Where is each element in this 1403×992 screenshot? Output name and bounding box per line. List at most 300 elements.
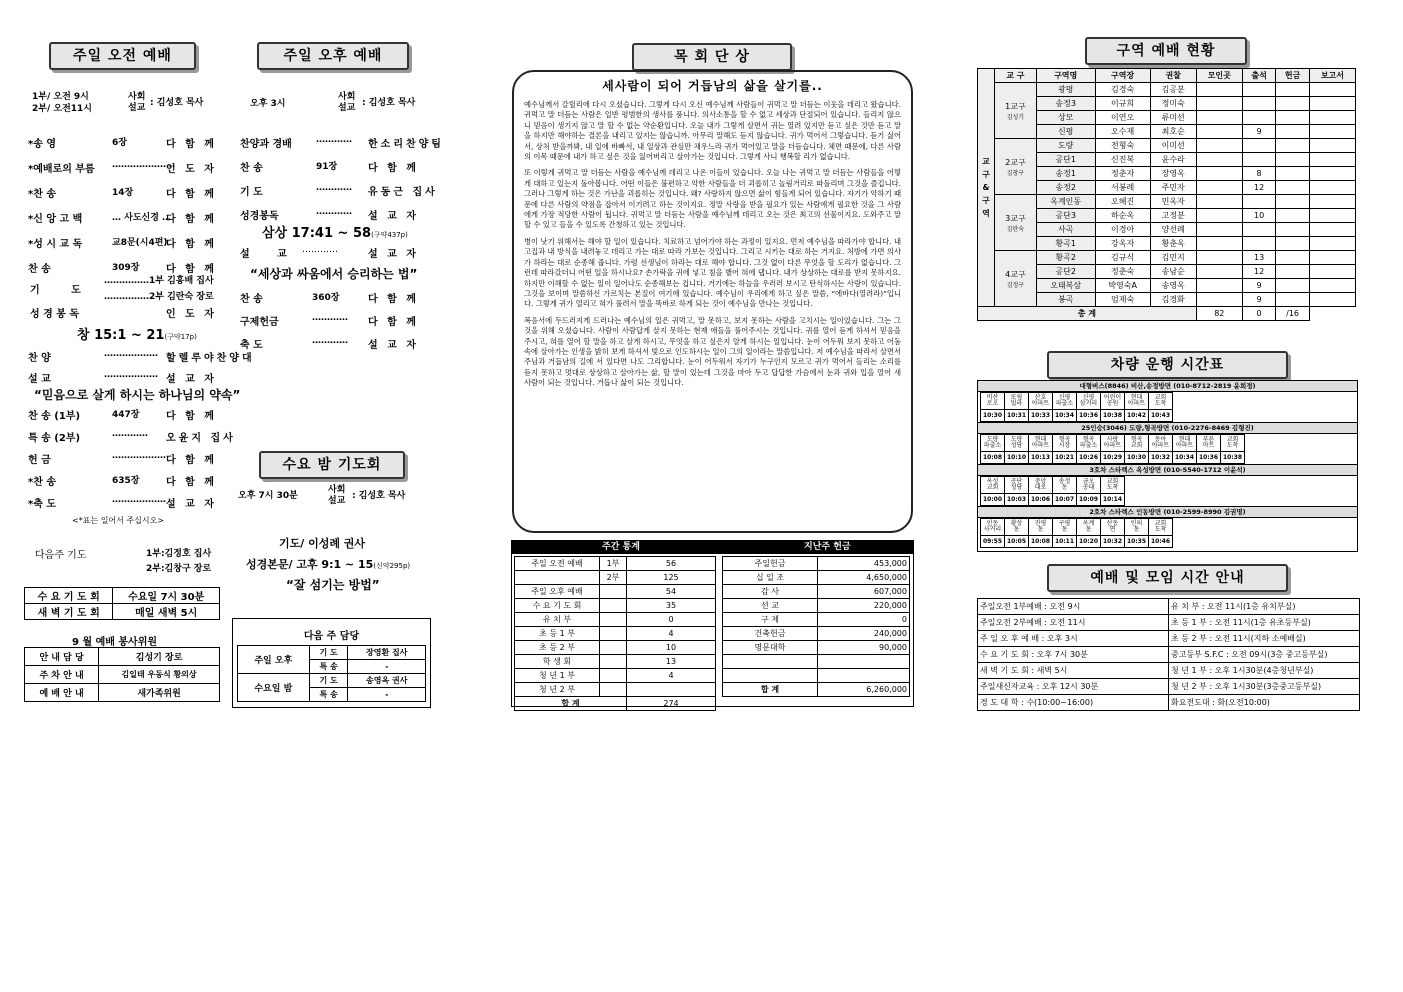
order-performer: 다 함 께 xyxy=(166,139,217,150)
district-cell: 오태복삼 xyxy=(1036,279,1095,293)
stats-label: 주일 오후 예배 xyxy=(515,585,600,599)
stats-value xyxy=(627,683,716,697)
offering-value: 4,650,000 xyxy=(818,571,910,585)
vehicle-stop: 형곡 시장 xyxy=(1053,435,1077,452)
vehicle-route-name: 2호차 스타렉스 인동방면 (010-2599-8990 김권명) xyxy=(978,506,1357,518)
column-paragraph: 예수님께서 갈릴리에 다시 오셨습니다. 그렇게 다시 오신 예수님께 사람들이 귀먹고 말 더듬는 이웃을 데리고 왔습니다. 귀먹고 말 더듬는 사람은 일반 평범한의 생사를 품니다. 의사소통을 할 수 없고 세상과 단절되어 있습니다. 들리지 않으니 믿음이 생기지 않고 말 할 수 없는 약순환입니다. 오늘 내가 그렇게 살면서 귀는 열려 있지만 듣고 싶은 것만 듣고 말을 하지만 해야하는 결론을 내리고 있지는 않습니까. 아무리 말해도 듣지 않습니다. 귀가 먹어서 그렇습니다. 듣기 싫어서, 상처 받을까봐, 내 일에 바빠서, 내 일상과 관심만 채우느라 귀가 먹어있고 말을 더듬습니다. 체면 때문에, 다른 사람의 이목 때문에 내가 하고 싶은 것을 잃어버리고 살아가는 것입니다. 그렇게 사니 행복할 리가 없습니다. xyxy=(524,100,901,162)
offering-value: 220,000 xyxy=(818,599,910,613)
vehicle-time: 10:08 xyxy=(981,452,1005,464)
vehicle-route-name: 대형버스(8846) 비산,송정방면 (010-8712-2819 윤희정) xyxy=(978,381,1357,392)
vehicle-stop: 교회 도착 xyxy=(1149,519,1173,536)
district-table xyxy=(977,68,1356,321)
next-week-title: 다음 주 담당 xyxy=(303,631,360,642)
next-week-role: 기 도 xyxy=(309,674,348,688)
table-row xyxy=(981,410,1173,422)
order-label: 찬 송 xyxy=(240,294,263,305)
district-cell xyxy=(1196,167,1242,181)
order-performer: 인 도 자 xyxy=(166,164,217,175)
order-performer: 다 함 께 xyxy=(166,455,217,466)
district-cell xyxy=(1309,209,1355,223)
district-cell xyxy=(1196,279,1242,293)
vehicle-time: 10:26 xyxy=(1077,452,1101,464)
district-cell: 황춘옥 xyxy=(1150,237,1196,251)
vehicle-stop: 옥계 동 xyxy=(1077,519,1101,536)
order-detail: ………… xyxy=(312,336,348,346)
vehicle-stop: 황상 동 xyxy=(1005,519,1029,536)
order-detail: ………… xyxy=(316,183,352,193)
district-cell: 이연오 xyxy=(1095,111,1150,125)
table-row xyxy=(978,647,1360,663)
wednesday-service-title: 수요 밤 기도회 xyxy=(259,451,405,479)
district-cell: 강옥자 xyxy=(1095,237,1150,251)
vehicle-stop: 형곡 파출소 xyxy=(1077,435,1101,452)
district-cell: 봉곡 xyxy=(1036,293,1095,307)
district-cell xyxy=(1276,111,1309,125)
servant-role: 주 차 안 내 xyxy=(25,666,99,684)
schedule-table xyxy=(977,598,1360,711)
stats-label: 주일 오전 예배 xyxy=(515,557,600,571)
column-title: 목 회 단 상 xyxy=(632,43,792,71)
district-cell xyxy=(1276,293,1309,307)
morning-service-title: 주일 오전 예배 xyxy=(49,42,196,70)
table-row xyxy=(238,674,426,688)
district-cell: 황곡1 xyxy=(1036,237,1095,251)
afternoon-preach-label: 설 교 xyxy=(240,249,299,260)
district-cell: 8 xyxy=(1242,167,1275,181)
stats-label xyxy=(515,571,600,585)
schedule-cell: 화요전도대 : 화(오전10:00) xyxy=(1169,695,1360,711)
afternoon-scripture-ref xyxy=(262,222,408,241)
vehicle-time: 10:20 xyxy=(1077,536,1101,548)
vehicle-time: 10:09 xyxy=(1077,494,1101,506)
district-total: /16 xyxy=(1276,307,1309,321)
servant-role: 안 내 담 당 xyxy=(25,648,99,666)
district-cell: 윤수라 xyxy=(1150,153,1196,167)
district-group xyxy=(995,251,1037,307)
district-cell: 신진복 xyxy=(1095,153,1150,167)
group-leader: 김창구 xyxy=(1006,169,1025,177)
stats-value: 56 xyxy=(627,557,716,571)
order-performer: 다 함 께 xyxy=(368,163,419,174)
afternoon-preach-dots: ………… xyxy=(302,245,338,255)
schedule-cell: 경 도 대 학 : 수(10:00~16:00) xyxy=(978,695,1169,711)
vehicle-stop: 교회 도착 xyxy=(1221,435,1245,452)
district-cell: 신평 xyxy=(1036,125,1095,139)
table-row xyxy=(723,585,910,599)
district-cell xyxy=(1276,223,1309,237)
order-detail: ……………… xyxy=(112,451,166,461)
order-label: 찬양과 경배 xyxy=(240,139,292,150)
weekly-stats-title: 주간 통계 xyxy=(602,542,640,552)
side-char: 구 xyxy=(982,170,990,179)
order-detail: ……………… xyxy=(104,349,158,359)
district-cell xyxy=(1242,237,1275,251)
table-row xyxy=(978,251,1356,265)
district-cell: 송남순 xyxy=(1150,265,1196,279)
stats-label: 수 요 기 도 회 xyxy=(515,599,600,613)
meeting-time: 수요일 7시 30분 xyxy=(113,588,220,604)
schedule-cell: 초 등 2 부 : 오전 11시(지하 소예배실) xyxy=(1169,631,1360,647)
next-week-role: 특 송 xyxy=(309,660,348,674)
district-cell: 송정2 xyxy=(1036,181,1095,195)
afternoon-officiant: : 김성호 목사 xyxy=(362,98,416,108)
order-detail: 교8문(시4편) xyxy=(112,238,168,248)
vehicle-stop: 교회 도착 xyxy=(1149,393,1173,410)
next-week-box xyxy=(232,618,431,708)
district-cell xyxy=(1196,83,1242,97)
vehicle-time: 10:29 xyxy=(1101,452,1125,464)
offering-table xyxy=(722,556,910,697)
district-cell: 도량 xyxy=(1036,139,1095,153)
next-week-table xyxy=(237,645,426,702)
vehicle-title: 차량 운행 시간표 xyxy=(1047,351,1288,379)
table-row xyxy=(515,697,716,711)
vehicle-route-table xyxy=(980,476,1125,506)
vehicle-time: 10:31 xyxy=(1005,410,1029,422)
vehicle-route-table xyxy=(980,518,1173,548)
table-row xyxy=(978,599,1360,615)
district-cell xyxy=(1309,111,1355,125)
table-row xyxy=(978,615,1360,631)
table-row xyxy=(978,139,1356,153)
district-cell xyxy=(1276,237,1309,251)
vehicle-time: 10:35 xyxy=(1125,536,1149,548)
district-cell: 정춘자 xyxy=(1095,167,1150,181)
stats-sub xyxy=(600,669,627,683)
table-row xyxy=(515,627,716,641)
order-detail: ………………… xyxy=(112,160,175,170)
stats-value: 4 xyxy=(627,669,716,683)
district-total: 82 xyxy=(1196,307,1242,321)
order-performer: 다 함 께 xyxy=(166,264,217,275)
vehicle-stop: 산동 면 xyxy=(1101,519,1125,536)
afternoon-scripture-ref-text: 삼상 17:41 ~ 58 xyxy=(262,226,372,241)
district-cell: 전형숙 xyxy=(1095,139,1150,153)
vehicle-time: 10:11 xyxy=(1053,536,1077,548)
district-cell xyxy=(1196,111,1242,125)
order-performer: 다 함 께 xyxy=(368,294,419,305)
stats-value: 125 xyxy=(627,571,716,585)
district-header: 교 구 xyxy=(995,69,1037,83)
vehicle-time: 10:03 xyxy=(1005,494,1029,506)
order-detail: 309장 xyxy=(112,263,140,273)
table-row xyxy=(978,83,1356,97)
district-cell xyxy=(1309,293,1355,307)
table-row xyxy=(25,684,220,702)
vehicle-time: 10:30 xyxy=(981,410,1005,422)
district-cell: 박영숙A xyxy=(1095,279,1150,293)
district-cell xyxy=(1309,97,1355,111)
vehicle-route-table xyxy=(980,392,1173,422)
schedule-cell: 청 년 2 부 : 오후 1시30분(3층중고등부실) xyxy=(1169,679,1360,695)
vehicle-time: 10:14 xyxy=(1101,494,1125,506)
vehicle-time: 10:32 xyxy=(1149,452,1173,464)
vehicle-stop: 공단 성당 xyxy=(1005,477,1029,494)
order-label: 구제헌금 xyxy=(240,317,279,328)
district-cell xyxy=(1196,125,1242,139)
group-name: 2교구 xyxy=(1005,157,1026,167)
morning-prayer-1: ……………1부 김흥배 집사 xyxy=(104,276,214,286)
group-name: 4교구 xyxy=(1005,269,1026,279)
servants-title: 9 월 예배 봉사위원 xyxy=(72,637,158,648)
morning-scripture-page: (구약17p) xyxy=(164,333,197,341)
table-row xyxy=(723,669,910,683)
vehicle-time: 10:06 xyxy=(1029,494,1053,506)
table-row xyxy=(978,679,1360,695)
vehicle-time: 10:46 xyxy=(1149,536,1173,548)
vehicle-stop: 동아 아파트 xyxy=(1149,435,1173,452)
district-cell xyxy=(1196,97,1242,111)
order-performer: 할렐루야찬양대 xyxy=(166,353,255,364)
stats-label: 청 년 1 부 xyxy=(515,669,600,683)
order-label: *찬 송 xyxy=(28,477,57,488)
district-cell xyxy=(1309,139,1355,153)
district-cell: 오수재 xyxy=(1095,125,1150,139)
stats-value: 35 xyxy=(627,599,716,613)
order-label: 축 도 xyxy=(240,340,263,351)
district-cell: 양선례 xyxy=(1150,223,1196,237)
stats-sub xyxy=(600,683,627,697)
district-cell xyxy=(1196,293,1242,307)
order-detail: 6장 xyxy=(112,138,127,148)
vehicle-stop: 교회 도착 xyxy=(1101,477,1125,494)
stats-total: 274 xyxy=(627,697,716,711)
afternoon-officiant-label-1: 사회 xyxy=(338,92,356,102)
district-cell xyxy=(1242,139,1275,153)
offering-title: 지난주 헌금 xyxy=(804,542,851,552)
offering-label: 구 제 xyxy=(723,613,818,627)
district-cell: 하순옥 xyxy=(1095,209,1150,223)
district-cell xyxy=(1242,195,1275,209)
district-cell: 민옥자 xyxy=(1150,195,1196,209)
stats-offering-box xyxy=(511,540,914,707)
district-header: 구역장 xyxy=(1095,69,1150,83)
district-group xyxy=(995,139,1037,195)
order-label: 찬 송 xyxy=(240,163,263,174)
district-cell: 오혜진 xyxy=(1095,195,1150,209)
order-label: *신 앙 고 백 xyxy=(28,214,83,225)
table-row xyxy=(238,646,426,660)
table-row xyxy=(515,557,716,571)
vehicle-stop: 송정 동 xyxy=(1053,477,1077,494)
order-detail: 635장 xyxy=(112,476,140,486)
district-cell: 9 xyxy=(1242,293,1275,307)
table-row xyxy=(723,683,910,697)
schedule-cell: 청 년 1 부 : 오후 1시30분(4층청년부실) xyxy=(1169,663,1360,679)
district-cell: 송영옥 xyxy=(1150,279,1196,293)
schedule-cell: 새 벽 기 도 회 : 새벽 5시 xyxy=(978,663,1169,679)
vehicle-route-name: 3호차 스타렉스 옥성방면 (010-5540-1712 이윤석) xyxy=(978,464,1357,476)
district-cell: 장영옥 xyxy=(1150,167,1196,181)
afternoon-scripture-page: (구약437p) xyxy=(371,231,408,239)
afternoon-officiant-label-2: 설교 xyxy=(338,103,356,113)
order-detail: 360장 xyxy=(312,293,340,303)
order-label: 특 송 (2부) xyxy=(28,433,81,444)
district-cell xyxy=(1196,237,1242,251)
table-row xyxy=(515,613,716,627)
schedule-cell: 중고등부 S.F.C : 오전 09시(3층 중고등부실) xyxy=(1169,647,1360,663)
morning-scripture-ref xyxy=(77,324,197,343)
district-total-label: 총 계 xyxy=(978,307,1197,321)
order-detail: ………… xyxy=(316,135,352,145)
servant-name: 김일태 우동식 황의상 xyxy=(99,666,220,684)
district-cell: 이규희 xyxy=(1095,97,1150,111)
order-performer: 다 함 께 xyxy=(166,189,217,200)
offering-label: 주일헌금 xyxy=(723,557,818,571)
vehicle-time: 10:33 xyxy=(1029,410,1053,422)
district-cell xyxy=(1196,223,1242,237)
vehicle-route-name: 25인승(3046) 도량,형곡방면 (010-2276-8469 김형진) xyxy=(978,422,1357,434)
stats-sub xyxy=(600,613,627,627)
district-header: 보고서 xyxy=(1309,69,1355,83)
next-week-role: 특 송 xyxy=(309,688,348,702)
order-detail: 14장 xyxy=(112,188,134,198)
vehicle-time: 10:36 xyxy=(1077,410,1101,422)
district-cell xyxy=(1276,97,1309,111)
vehicle-stop: 사랑 아파트 xyxy=(1101,435,1125,452)
vehicle-stop: 어린이 공원 xyxy=(1101,393,1125,410)
district-header: 모인곳 xyxy=(1196,69,1242,83)
district-cell: 13 xyxy=(1242,251,1275,265)
offering-label: 명문대학 xyxy=(723,641,818,655)
next-week-name: 송영옥 권사 xyxy=(348,674,426,688)
offering-value: 0 xyxy=(818,613,910,627)
district-cell xyxy=(1276,153,1309,167)
district-header: 헌금 xyxy=(1276,69,1309,83)
order-detail: … 사도신경 … xyxy=(112,213,172,223)
meeting-time: 매일 새벽 5시 xyxy=(113,604,220,620)
group-leader: 김란숙 xyxy=(1006,225,1025,233)
column-body xyxy=(514,100,911,389)
district-header: 구역명 xyxy=(1036,69,1095,83)
order-performer: 설 교 자 xyxy=(166,499,217,510)
district-cell xyxy=(1196,153,1242,167)
district-cell xyxy=(1276,279,1309,293)
stats-label: 유 치 부 xyxy=(515,613,600,627)
wednesday-time: 오후 7시 30분 xyxy=(238,491,298,501)
order-detail: 447장 xyxy=(112,410,140,420)
stats-sub xyxy=(600,655,627,669)
district-cell: 김공분 xyxy=(1150,83,1196,97)
offering-label: 건축헌금 xyxy=(723,627,818,641)
district-cell xyxy=(1276,195,1309,209)
vehicle-time: 10:10 xyxy=(1005,452,1029,464)
vehicle-stop: 푸른 마트 xyxy=(1197,435,1221,452)
district-cell: 류미선 xyxy=(1150,111,1196,125)
afternoon-time: 오후 3시 xyxy=(250,99,286,109)
schedule-title: 예배 및 모임 시간 안내 xyxy=(1047,564,1288,592)
vehicle-stop: 옥성 교회 xyxy=(981,477,1005,494)
vehicle-time: 10:21 xyxy=(1053,452,1077,464)
district-cell: 황곡2 xyxy=(1036,251,1095,265)
order-label: *예배로의 부름 xyxy=(28,164,95,175)
table-row xyxy=(978,307,1356,321)
order-label: 찬 송 xyxy=(28,264,51,275)
vehicle-stop: 산호 아파트 xyxy=(1029,393,1053,410)
district-cell xyxy=(1309,265,1355,279)
table-row xyxy=(981,477,1125,494)
vehicle-time: 10:08 xyxy=(1029,536,1053,548)
vehicle-time: 10:32 xyxy=(1101,536,1125,548)
district-cell xyxy=(1309,153,1355,167)
stats-value: 10 xyxy=(627,641,716,655)
vehicle-stop: 현대 아파트 xyxy=(1125,393,1149,410)
vehicle-time: 10:34 xyxy=(1173,452,1197,464)
table-row xyxy=(723,627,910,641)
table-row xyxy=(723,557,910,571)
next-week-name: - xyxy=(348,660,426,674)
table-row xyxy=(981,393,1173,410)
stats-value: 13 xyxy=(627,655,716,669)
district-cell: 정춘숙 xyxy=(1095,265,1150,279)
table-row xyxy=(723,599,910,613)
pastor-column-box xyxy=(512,70,913,533)
schedule-cell: 주 일 오 후 예 배 : 오후 3시 xyxy=(978,631,1169,647)
district-cell xyxy=(1309,125,1355,139)
table-row xyxy=(515,571,716,585)
afternoon-preach-right: 설 교 자 xyxy=(368,249,419,260)
table-row xyxy=(723,641,910,655)
table-row xyxy=(978,69,1356,83)
district-cell: 김민지 xyxy=(1150,251,1196,265)
vehicle-stop: 신평 삼거리 xyxy=(1077,393,1101,410)
district-cell xyxy=(1276,167,1309,181)
vehicle-time: 10:34 xyxy=(1053,410,1077,422)
order-performer: 설 교 자 xyxy=(166,374,217,385)
stats-value: 4 xyxy=(627,627,716,641)
morning-officiant-label-1: 사회 xyxy=(128,92,146,102)
table-row xyxy=(981,435,1245,452)
table-row xyxy=(978,631,1360,647)
district-cell: 9 xyxy=(1242,279,1275,293)
wednesday-officiant-label-2: 설교 xyxy=(328,496,346,506)
wednesday-officiant-label-1: 사회 xyxy=(328,485,346,495)
stats-sub xyxy=(600,627,627,641)
district-cell xyxy=(1276,265,1309,279)
district-cell: 정미숙 xyxy=(1150,97,1196,111)
offering-value: 607,000 xyxy=(818,585,910,599)
district-cell xyxy=(1242,153,1275,167)
next-week-service: 수요일 밤 xyxy=(238,674,310,702)
group-name: 3교구 xyxy=(1005,213,1026,223)
stats-header-bar xyxy=(512,541,913,554)
district-cell xyxy=(1309,279,1355,293)
side-char: 역 xyxy=(982,209,990,218)
morning-sermon-title: “믿음으로 살게 하시는 하나님의 약속” xyxy=(34,388,241,402)
table-row xyxy=(515,683,716,697)
table-row xyxy=(981,494,1125,506)
morning-officiant: : 김성호 목사 xyxy=(150,98,204,108)
next-prayer-2: 2부:김창구 장로 xyxy=(146,564,212,574)
wednesday-prayer: 기도/ 이성례 권사 xyxy=(279,537,366,550)
morning-officiant-label-2: 설교 xyxy=(128,103,146,113)
vehicle-time: 10:05 xyxy=(1005,536,1029,548)
order-performer: 다 함 께 xyxy=(166,239,217,250)
order-label: *송 영 xyxy=(28,139,57,150)
district-group xyxy=(995,195,1037,251)
vehicle-time: 10:30 xyxy=(1125,452,1149,464)
district-cell xyxy=(1309,223,1355,237)
district-side-label xyxy=(978,69,995,307)
district-cell xyxy=(1196,181,1242,195)
stats-value: 0 xyxy=(627,613,716,627)
order-detail: ……………… xyxy=(104,370,158,380)
district-cell xyxy=(1276,181,1309,195)
next-week-name: - xyxy=(348,688,426,702)
order-performer: 유동근 집사 xyxy=(368,187,438,198)
offering-label xyxy=(723,655,818,669)
table-row xyxy=(981,452,1245,464)
